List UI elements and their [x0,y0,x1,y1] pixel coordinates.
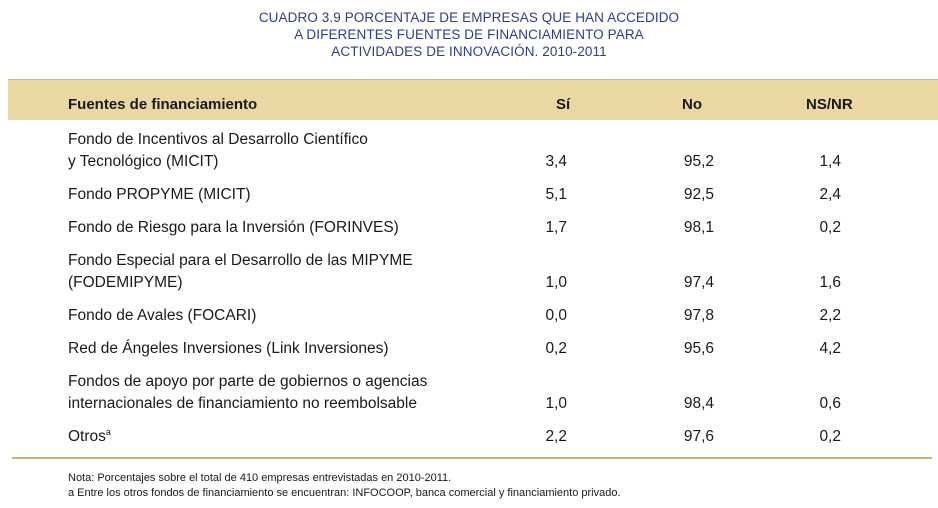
cell-no: 97,4 [683,274,714,291]
footnote-marker: a [105,426,111,437]
row-label [68,217,399,239]
cell-nsnr: 2,4 [819,186,841,203]
note-line: Nota: Porcentajes sobre el total de 410 empresas entrevistadas en 2010-2011. [68,472,452,484]
cell-nsnr: 0,2 [819,219,841,236]
header-no: No [682,96,702,113]
row-label-text: Otros [68,428,106,445]
row-label [68,426,111,448]
cell-si: 1,0 [545,395,567,412]
cell-si: 0,2 [545,340,567,357]
cell-nsnr: 1,4 [819,153,841,170]
row-label-line: Red de Ángeles Inversiones (Link Inversiones) [68,340,389,357]
row-label [68,184,251,206]
row-label [68,250,413,294]
row-label-line: Fondo de Avales (FOCARI) [68,307,257,324]
title-line-1: CUADRO 3.9 PORCENTAJE DE EMPRESAS QUE HAN ACCEDIDO [258,10,680,25]
title-line-2: A DIFERENTES FUENTES DE FINANCIAMIENTO PARA [294,27,644,42]
cell-nsnr: 0,6 [819,395,841,412]
cell-nsnr: 0,2 [819,428,841,445]
row-label [68,305,256,327]
cell-si: 5,1 [545,186,567,203]
table-title [0,9,938,60]
row-label-line: Fondos de apoyo por parte de gobiernos o agencias [68,373,428,390]
cell-si: 3,4 [545,153,567,170]
row-label-line: Fondo PROPYME (MICIT) [68,186,251,203]
title-line-3: ACTIVIDADES DE INNOVACIÓN. 2010-2011 [331,44,607,59]
row-label [68,129,368,173]
cell-nsnr: 4,2 [819,340,841,357]
cell-no: 95,2 [683,153,714,170]
cell-no: 98,4 [683,395,714,412]
row-label-line: Fondo de Riesgo para la Inversión (FORINVES) [68,219,399,236]
row-label [68,338,389,360]
header-si: Sí [556,96,571,113]
cell-si: 0,0 [545,307,567,324]
footnote-line: a Entre los otros fondos de financiamiento se encuentran: INFOCOOP, banca comercial y financiamiento privado. [68,487,621,499]
row-label-line: Fondo Especial para el Desarrollo de las MIPYME [68,252,413,269]
header-fuentes: Fuentes de financiamiento [68,96,258,113]
header-nsnr: NS/NR [806,96,853,113]
row-label-line [68,426,111,448]
cell-nsnr: 1,6 [819,274,841,291]
row-label-line: y Tecnológico (MICIT) [68,153,219,170]
cell-no: 97,6 [683,428,714,445]
row-label [68,371,427,415]
row-label-line: (FODEMIPYME) [68,274,183,291]
cell-no: 97,8 [683,307,714,324]
cell-si: 2,2 [545,428,567,445]
cell-no: 98,1 [683,219,714,236]
cell-nsnr: 2,2 [819,307,841,324]
table-notes [68,471,621,501]
cell-no: 95,6 [683,340,714,357]
row-label-line: internacionales de financiamiento no reembolsable [68,395,417,412]
bottom-divider [12,457,932,459]
cell-si: 1,7 [545,219,567,236]
row-label-line: Fondo de Incentivos al Desarrollo Científico [68,131,368,148]
cell-si: 1,0 [545,274,567,291]
cell-no: 92,5 [683,186,714,203]
